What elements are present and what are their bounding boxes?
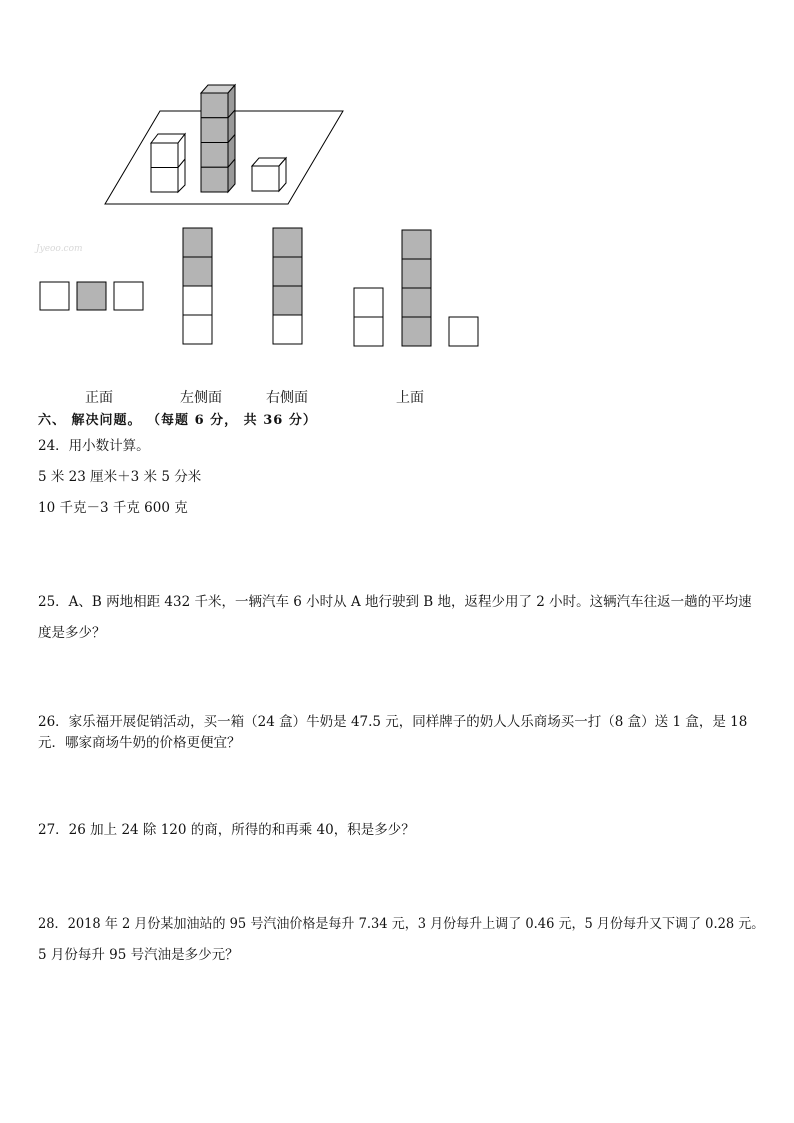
top-view [354, 230, 478, 346]
view-cell [183, 315, 212, 344]
watermark: Jyeoo.com [36, 244, 83, 254]
view-label-left: 左侧面 [180, 390, 222, 406]
view-cell [449, 317, 478, 346]
view-cell [402, 288, 431, 317]
view-cell [183, 286, 212, 315]
left-view [183, 228, 212, 344]
view-cell [183, 228, 212, 257]
question-26-line1: 26．家乐福开展促销活动，买一箱（24 盒）牛奶是 47.5 元，同样牌子的奶人人乐商场买一打（8 盒）送 1 盒，是 18 [38, 714, 748, 730]
right-view [273, 228, 302, 344]
view-label-right: 右侧面 [266, 390, 308, 406]
question-28-line1: 28．2018 年 2 月份某加油站的 95 号汽油价格是每升 7.34 元，3 月份每升上调了 0.46 元，5 月份每升又下调了 0.28 元。 [38, 916, 765, 932]
view-label-top: 上面 [396, 390, 424, 406]
question-25-line1: 25．A、B 两地相距 432 千米，一辆汽车 6 小时从 A 地行驶到 B 地，返程少用了 2 小时。这辆汽车往返一趟的平均速 [38, 594, 752, 610]
view-cell [273, 286, 302, 315]
view-cell [354, 317, 383, 346]
view-cell [273, 228, 302, 257]
view-cell [354, 288, 383, 317]
section-title: 六、 解决问题。 （每题 6 分， 共 36 分） [38, 413, 317, 428]
view-cell [273, 315, 302, 344]
view-label-front: 正面 [85, 390, 113, 406]
cube-figure [0, 0, 794, 360]
cube-stack-left [151, 134, 185, 192]
cube-stack-middle [201, 85, 235, 192]
question-28-line2: 5 月份每升 95 号汽油是多少元？ [38, 947, 239, 963]
view-cell [402, 259, 431, 288]
question-27-line1: 27．26 加上 24 除 120 的商，所得的和再乘 40，积是多少？ [38, 822, 415, 838]
question-26-line2: 元．哪家商场牛奶的价格更便宜？ [38, 735, 241, 751]
question-24-line2: 10 千克－3 千克 600 克 [38, 500, 188, 516]
view-cell [40, 282, 69, 310]
view-cell [402, 230, 431, 259]
view-cell [402, 317, 431, 346]
cube-single-right [252, 158, 286, 191]
view-cell [183, 257, 212, 286]
view-cell [77, 282, 106, 310]
question-24-line1: 5 米 23 厘米＋3 米 5 分米 [38, 469, 202, 485]
view-cell [273, 257, 302, 286]
question-24-title: 24．用小数计算。 [38, 438, 150, 454]
front-view [40, 282, 143, 310]
question-25-line2: 度是多少？ [38, 625, 106, 641]
view-cell [114, 282, 143, 310]
